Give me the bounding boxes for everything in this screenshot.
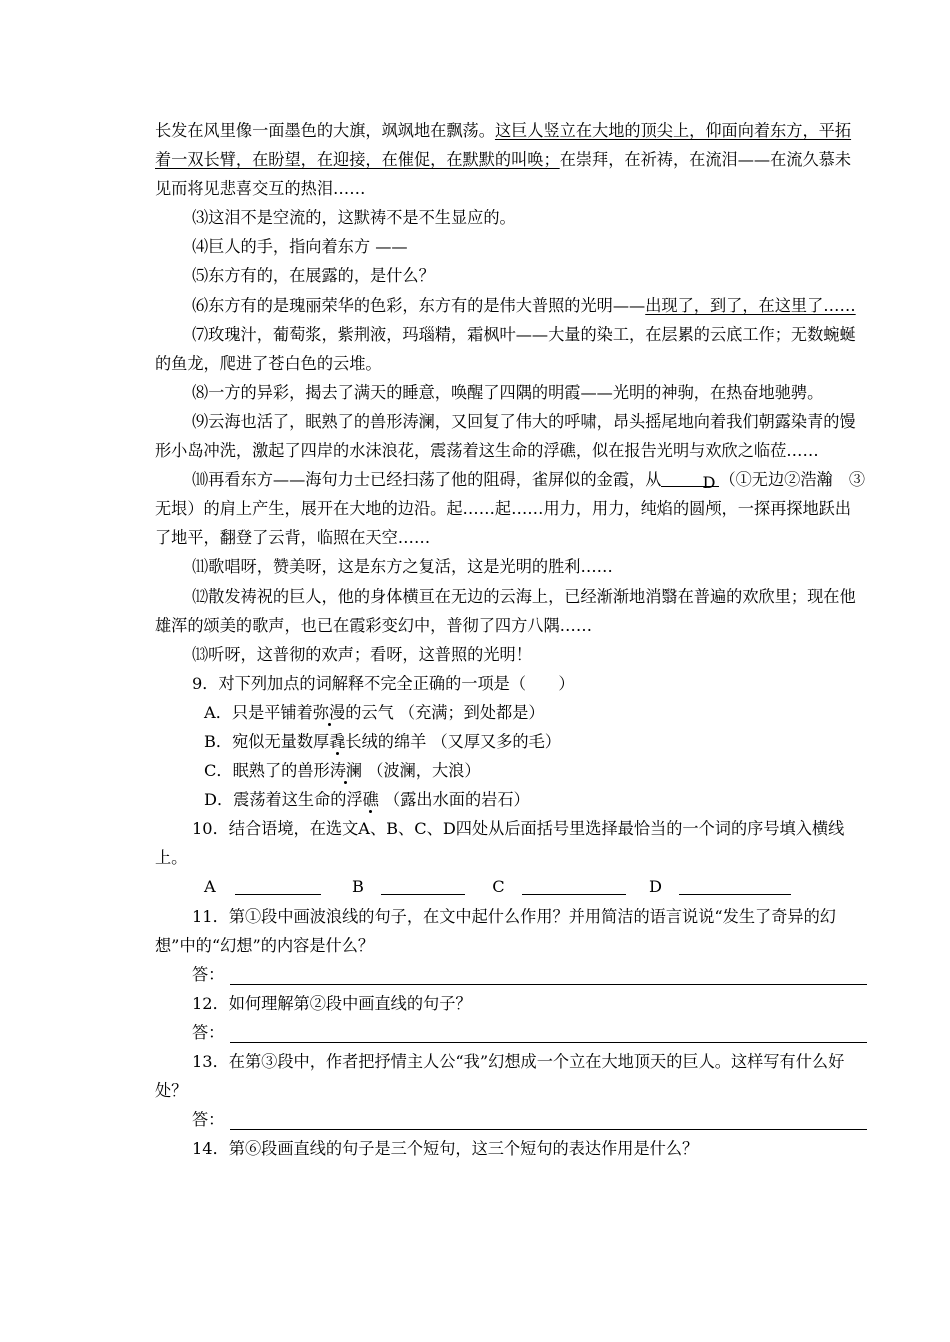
option-text: （露出水面的岩石） (378, 790, 530, 810)
blank-label-a: A (204, 877, 216, 897)
document-body (155, 116, 867, 1163)
answer-label: 答： (192, 964, 225, 984)
answer-line[interactable] (230, 1022, 867, 1043)
paragraph-8: ⑻一方的异彩，揭去了满天的睡意，唤醒了四隅的明霞——光明的神驹，在热奋地驰骋。 (192, 382, 824, 402)
paragraph-10 (155, 465, 867, 552)
text-run: 在崇拜，在祈祷，在流泪——在流久慕未见而将见悲喜交互的热泪…… (155, 150, 852, 199)
option-text: A．只是平铺着 (204, 702, 313, 722)
blank-label-c: C (492, 877, 505, 897)
question-14-stem: 14．第⑥段画直线的句子是三个短句，这三个短句的表达作用是什么？ (192, 1139, 699, 1159)
answer-label: 答： (192, 1110, 225, 1130)
question-9-stem: 9．对下列加点的词解释不完全正确的一项是（ ） (192, 673, 575, 693)
answer-label: 答： (192, 1022, 225, 1042)
question-11-stem: 11．第①段中画波浪线的句子，在文中起什么作用？并用简洁的语言说说“发生了奇异的幻想”中的“幻想”的内容是什么？ (155, 906, 836, 955)
paragraph-11: ⑾歌唱呀，赞美呀，这是东方之复活，这是光明的胜利…… (192, 557, 613, 577)
paragraph-12: ⑿散发祷祝的巨人，他的身体横亘在无边的云海上，已经渐渐地消翳在普遍的欢欣里；现在他雄浑的颂美的歌声，也已在霞彩变幻中，普彻了四方八隅…… (155, 586, 856, 635)
text-run: ⑽再看东方——海句力士已经扫荡了他的阻碍，雀屏似的金霞，从 (192, 470, 662, 490)
paragraph-13: ⒀听呀，这普彻的欢声；看呀，这普照的光明！ (192, 644, 532, 664)
question-12-stem: 12．如何理解第②段中画直线的句子？ (192, 993, 472, 1013)
dotted-word: 毳 (329, 731, 346, 751)
answer-blank-b[interactable] (381, 876, 465, 895)
question-9-option-b[interactable] (155, 727, 867, 756)
question-10-answer-row (155, 872, 867, 901)
blank-label-b: B (352, 877, 364, 897)
fill-blank-d[interactable]: D (661, 468, 719, 487)
question-13-stem: 13．在第③段中，作者把抒情主人公“我”幻想成一个立在大地顶天的巨人。这样写有什么好处？ (155, 1052, 845, 1101)
answer-line[interactable] (230, 964, 867, 985)
dotted-word: 礁 (362, 790, 379, 810)
option-text: （波澜，大浪） (362, 761, 481, 781)
paragraph-3: ⑶这泪不是空流的，这默祷不是不生显应的。 (192, 208, 516, 228)
option-text: D．震荡着这生命的浮 (204, 790, 363, 810)
dotted-word: 弥漫 (312, 702, 346, 722)
question-12-answer (155, 1018, 867, 1047)
question-10-stem: 10．结合语境，在选文A、B、C、D四处从后面括号里选择最恰当的一个词的序号填入横线上。 (155, 819, 845, 868)
paragraph-4: ⑷巨人的手，指向着东方 —— (192, 237, 408, 257)
blank-label-d: D (648, 877, 662, 897)
question-9-option-d[interactable] (155, 785, 867, 814)
paragraph-6 (155, 291, 867, 320)
answer-blank-d[interactable] (679, 876, 791, 895)
underlined-sentence: 出现了，到了，在这里了…… (645, 295, 856, 315)
question-9-option-c[interactable] (155, 756, 867, 785)
answer-line[interactable] (230, 1109, 867, 1130)
underlined-sentence: 这巨人竖立在大地的顶尖上，仰面向着东方，平拓着一双长臂，在盼望，在迎接，在催促，在默默的叫唤； (155, 121, 852, 170)
option-text: B．宛似无量数厚 (204, 731, 330, 751)
question-11-answer (155, 960, 867, 989)
paragraph-2-tail (155, 116, 867, 203)
answer-blank-c[interactable] (522, 876, 626, 895)
option-text: C．眠熟了的兽形 (204, 761, 330, 781)
option-text: 的云气 （充满；到处都是） (345, 702, 545, 722)
question-13-answer (155, 1105, 867, 1134)
paragraph-9: ⑼云海也活了，眠熟了的兽形涛澜，又回复了伟大的呼啸，昂头摇尾地向着我们朝露染青的馒形小岛冲洗，激起了四岸的水沫浪花，震荡着这生命的浮礁，似在报告光明与欢欣之临莅…… (155, 411, 856, 461)
answer-blank-a[interactable] (235, 876, 321, 895)
paragraph-5: ⑸东方有的，在展露的，是什么？ (192, 266, 435, 286)
text-run: ⑹东方有的是瑰丽荣华的色彩，东方有的是伟大普照的光明—— (192, 295, 646, 315)
option-text: 长绒的绵羊 （又厚又多的毛） (345, 731, 561, 751)
question-9-option-a[interactable] (155, 698, 867, 727)
paragraph-7: ⑺玫瑰汁，葡萄浆，紫荆液，玛瑙精，霜枫叶——大量的染工，在层累的云底工作；无数蜿蜒的鱼龙，爬进了苍白色的云堆。 (155, 324, 856, 373)
text-run: （①无边②浩瀚 ③无垠）的肩上产生，展开在大地的边沿。起……起……用力，用力，纯焰的圆颅，一探再探地跃出了地平，翻登了云背，临照在天空…… (155, 470, 866, 548)
text-run: 长发在风里像一面墨色的大旗，飒飒地在飘荡。 (155, 121, 495, 140)
dotted-word: 涛澜 (329, 761, 363, 781)
